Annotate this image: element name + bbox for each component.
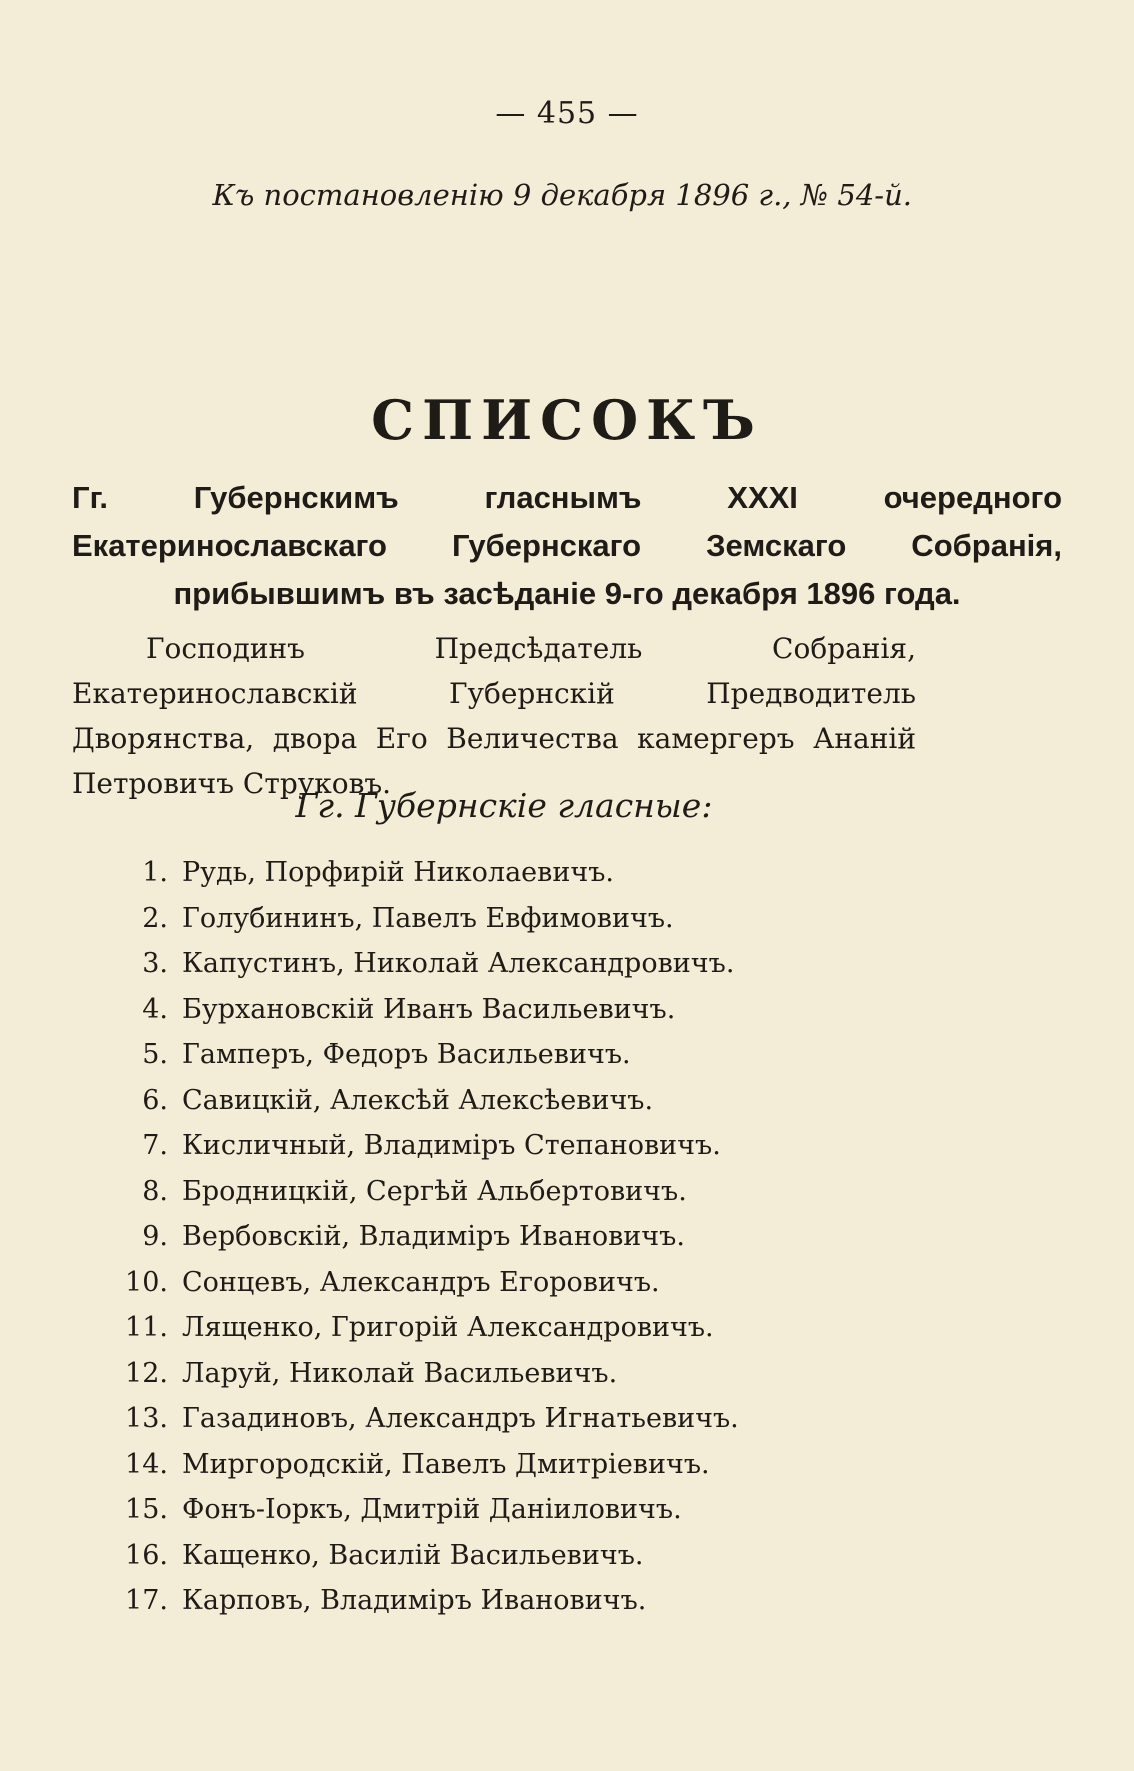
member-name: Ларуй, Николай Васильевичъ. <box>182 1357 618 1389</box>
item-number: 11. <box>125 1312 168 1344</box>
resolution-reference: Къ постановленію 9 декабря 1896 г., № 54-й. <box>212 178 912 212</box>
list-item <box>110 941 739 987</box>
list-item <box>110 850 739 896</box>
list-item <box>110 1305 739 1351</box>
item-number: 17. <box>125 1585 168 1617</box>
member-name: Бродницкій, Сергѣй Альбертовичъ. <box>182 1175 687 1207</box>
item-number: 14. <box>125 1448 168 1480</box>
list-item <box>110 1351 739 1397</box>
item-number: 16. <box>125 1539 168 1571</box>
list-item <box>110 1123 739 1169</box>
item-number: 12. <box>125 1357 168 1389</box>
item-number: 5. <box>142 1039 168 1071</box>
section-heading: Гг. Губернскіе гласные: <box>295 786 713 825</box>
item-number: 15. <box>125 1494 168 1526</box>
item-number: 7. <box>142 1130 168 1162</box>
page-title: СПИСОКЪ <box>371 388 763 452</box>
item-number: 1. <box>142 857 168 889</box>
item-number: 8. <box>142 1175 168 1207</box>
list-item <box>110 1078 739 1124</box>
item-number: 4. <box>142 993 168 1025</box>
member-name: Голубининъ, Павелъ Евфимовичъ. <box>182 902 674 934</box>
member-name: Кисличный, Владиміръ Степановичъ. <box>182 1130 721 1162</box>
member-name: Гамперъ, Федоръ Васильевичъ. <box>182 1039 631 1071</box>
list-subtitle: Гг. Губернскимъ гласнымъ XXXI очередного Екатеринославскаго Губернскаго Земскаго Собранія, прибывшимъ въ засѣданіе 9-го декабря 1896 года. <box>72 480 1062 611</box>
member-name: Газадиновъ, Александръ Игнатьевичъ. <box>182 1403 739 1435</box>
item-number: 6. <box>142 1084 168 1116</box>
list-item <box>110 987 739 1033</box>
list-item <box>110 1487 739 1533</box>
member-name: Миргородскій, Павелъ Дмитріевичъ. <box>182 1448 710 1480</box>
list-item <box>110 896 739 942</box>
member-name: Лященко, Григорій Александровичъ. <box>182 1312 714 1344</box>
member-name: Вербовскій, Владиміръ Ивановичъ. <box>182 1221 685 1253</box>
list-item <box>110 1260 739 1306</box>
member-name: Фонъ-Іоркъ, Дмитрій Даніиловичъ. <box>182 1494 682 1526</box>
member-name: Рудь, Порфирій Николаевичъ. <box>182 857 614 889</box>
member-name: Сонцевъ, Александръ Егоровичъ. <box>182 1266 660 1298</box>
page-number: — 455 — <box>495 96 639 131</box>
list-item <box>110 1396 739 1442</box>
member-name: Кащенко, Василій Васильевичъ. <box>182 1539 644 1571</box>
list-item <box>110 1032 739 1078</box>
list-item <box>110 1533 739 1579</box>
list-item <box>110 1214 739 1260</box>
chairman-paragraph: Господинъ Предсѣдатель Собранія, Екатеринославскій Губернскій Предводитель Дворянства, двора Его Величества камергеръ Ананій Петровичъ Струковъ. <box>72 632 916 800</box>
item-number: 9. <box>142 1221 168 1253</box>
member-name: Бурхановскій Иванъ Васильевичъ. <box>182 993 676 1025</box>
member-name: Карповъ, Владиміръ Ивановичъ. <box>182 1585 647 1617</box>
item-number: 10. <box>125 1266 168 1298</box>
member-name: Савицкій, Алексѣй Алексѣевичъ. <box>182 1084 654 1116</box>
members-list <box>110 850 739 1624</box>
list-item <box>110 1578 739 1624</box>
item-number: 13. <box>125 1403 168 1435</box>
item-number: 3. <box>142 948 168 980</box>
member-name: Капустинъ, Николай Александровичъ. <box>182 948 735 980</box>
list-item <box>110 1442 739 1488</box>
item-number: 2. <box>142 902 168 934</box>
list-item <box>110 1169 739 1215</box>
